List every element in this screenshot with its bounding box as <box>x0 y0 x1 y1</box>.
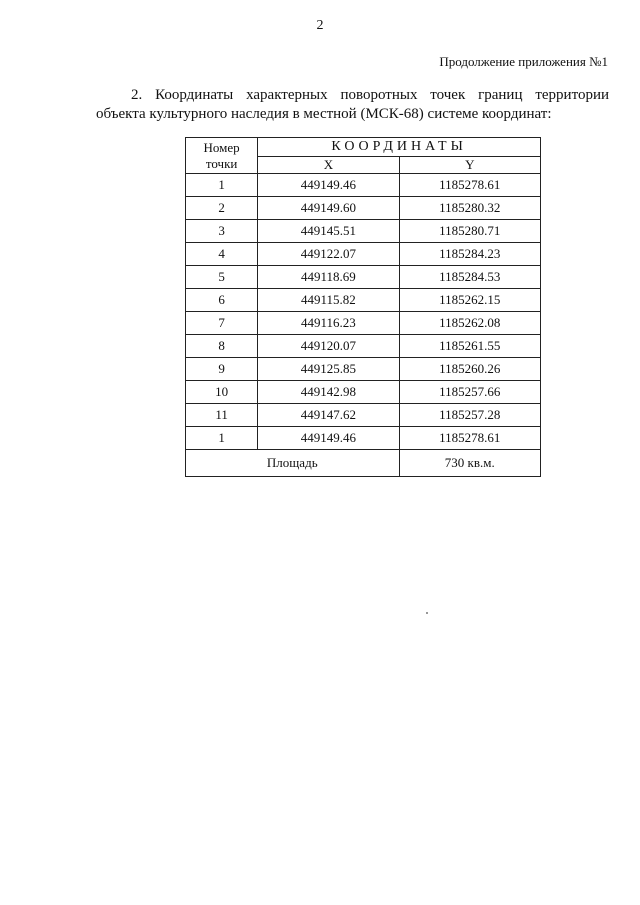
table-row <box>186 220 541 243</box>
point-number-header-line2: точки <box>205 155 238 171</box>
y-coordinate-cell: 1185284.53 <box>399 266 540 289</box>
intro-line-1: 2. Координаты характерных поворотных точек границ территории <box>131 87 609 103</box>
x-coordinate-cell: 449120.07 <box>258 335 399 358</box>
x-coordinate-cell: 449122.07 <box>258 243 399 266</box>
point-number-cell: 7 <box>186 312 258 335</box>
coordinates-header: КООРДИНАТЫ <box>258 138 541 157</box>
table-row <box>186 335 541 358</box>
area-row <box>186 450 541 477</box>
table-row <box>186 312 541 335</box>
table-row <box>186 427 541 450</box>
point-number-cell: 2 <box>186 197 258 220</box>
coordinates-table-body <box>186 174 541 450</box>
y-coordinate-cell: 1185278.61 <box>399 427 540 450</box>
x-coordinate-cell: 449145.51 <box>258 220 399 243</box>
page-number: 2 <box>316 18 324 33</box>
x-coordinate-cell: 449142.98 <box>258 381 399 404</box>
point-number-header <box>186 138 258 174</box>
point-number-cell: 10 <box>186 381 258 404</box>
appendix-continuation-note: Продолжение приложения №1 <box>439 54 608 69</box>
y-column-header: Y <box>399 157 540 174</box>
point-number-cell: 8 <box>186 335 258 358</box>
point-number-cell: 1 <box>186 174 258 197</box>
y-coordinate-cell: 1185280.71 <box>399 220 540 243</box>
speck-mark <box>426 612 428 614</box>
point-number-cell: 6 <box>186 289 258 312</box>
y-coordinate-cell: 1185260.26 <box>399 358 540 381</box>
table-row <box>186 266 541 289</box>
table-header-row <box>186 138 541 157</box>
point-number-header-line1: Номер <box>203 139 240 155</box>
x-coordinate-cell: 449125.85 <box>258 358 399 381</box>
y-coordinate-cell: 1185262.15 <box>399 289 540 312</box>
intro-line-2: объекта культурного наследия в местной (МСК-68) системе координат: <box>96 106 552 122</box>
point-number-cell: 4 <box>186 243 258 266</box>
x-coordinate-cell: 449149.46 <box>258 427 399 450</box>
table-row <box>186 358 541 381</box>
x-coordinate-cell: 449118.69 <box>258 266 399 289</box>
x-coordinate-cell: 449149.60 <box>258 197 399 220</box>
y-coordinate-cell: 1185278.61 <box>399 174 540 197</box>
x-coordinate-cell: 449147.62 <box>258 404 399 427</box>
point-number-cell: 9 <box>186 358 258 381</box>
area-value: 730 кв.м. <box>399 450 540 477</box>
table-row <box>186 381 541 404</box>
x-coordinate-cell: 449115.82 <box>258 289 399 312</box>
y-coordinate-cell: 1185280.32 <box>399 197 540 220</box>
table-row <box>186 197 541 220</box>
coordinates-table <box>185 137 541 477</box>
table-row <box>186 243 541 266</box>
y-coordinate-cell: 1185257.28 <box>399 404 540 427</box>
y-coordinate-cell: 1185261.55 <box>399 335 540 358</box>
point-number-cell: 3 <box>186 220 258 243</box>
table-row <box>186 289 541 312</box>
table-row <box>186 174 541 197</box>
point-number-cell: 1 <box>186 427 258 450</box>
x-coordinate-cell: 449116.23 <box>258 312 399 335</box>
table-row <box>186 404 541 427</box>
x-column-header: X <box>258 157 399 174</box>
y-coordinate-cell: 1185262.08 <box>399 312 540 335</box>
section-intro-paragraph <box>96 86 609 124</box>
point-number-cell: 11 <box>186 404 258 427</box>
area-label: Площадь <box>186 450 400 477</box>
y-coordinate-cell: 1185284.23 <box>399 243 540 266</box>
y-coordinate-cell: 1185257.66 <box>399 381 540 404</box>
point-number-cell: 5 <box>186 266 258 289</box>
x-coordinate-cell: 449149.46 <box>258 174 399 197</box>
